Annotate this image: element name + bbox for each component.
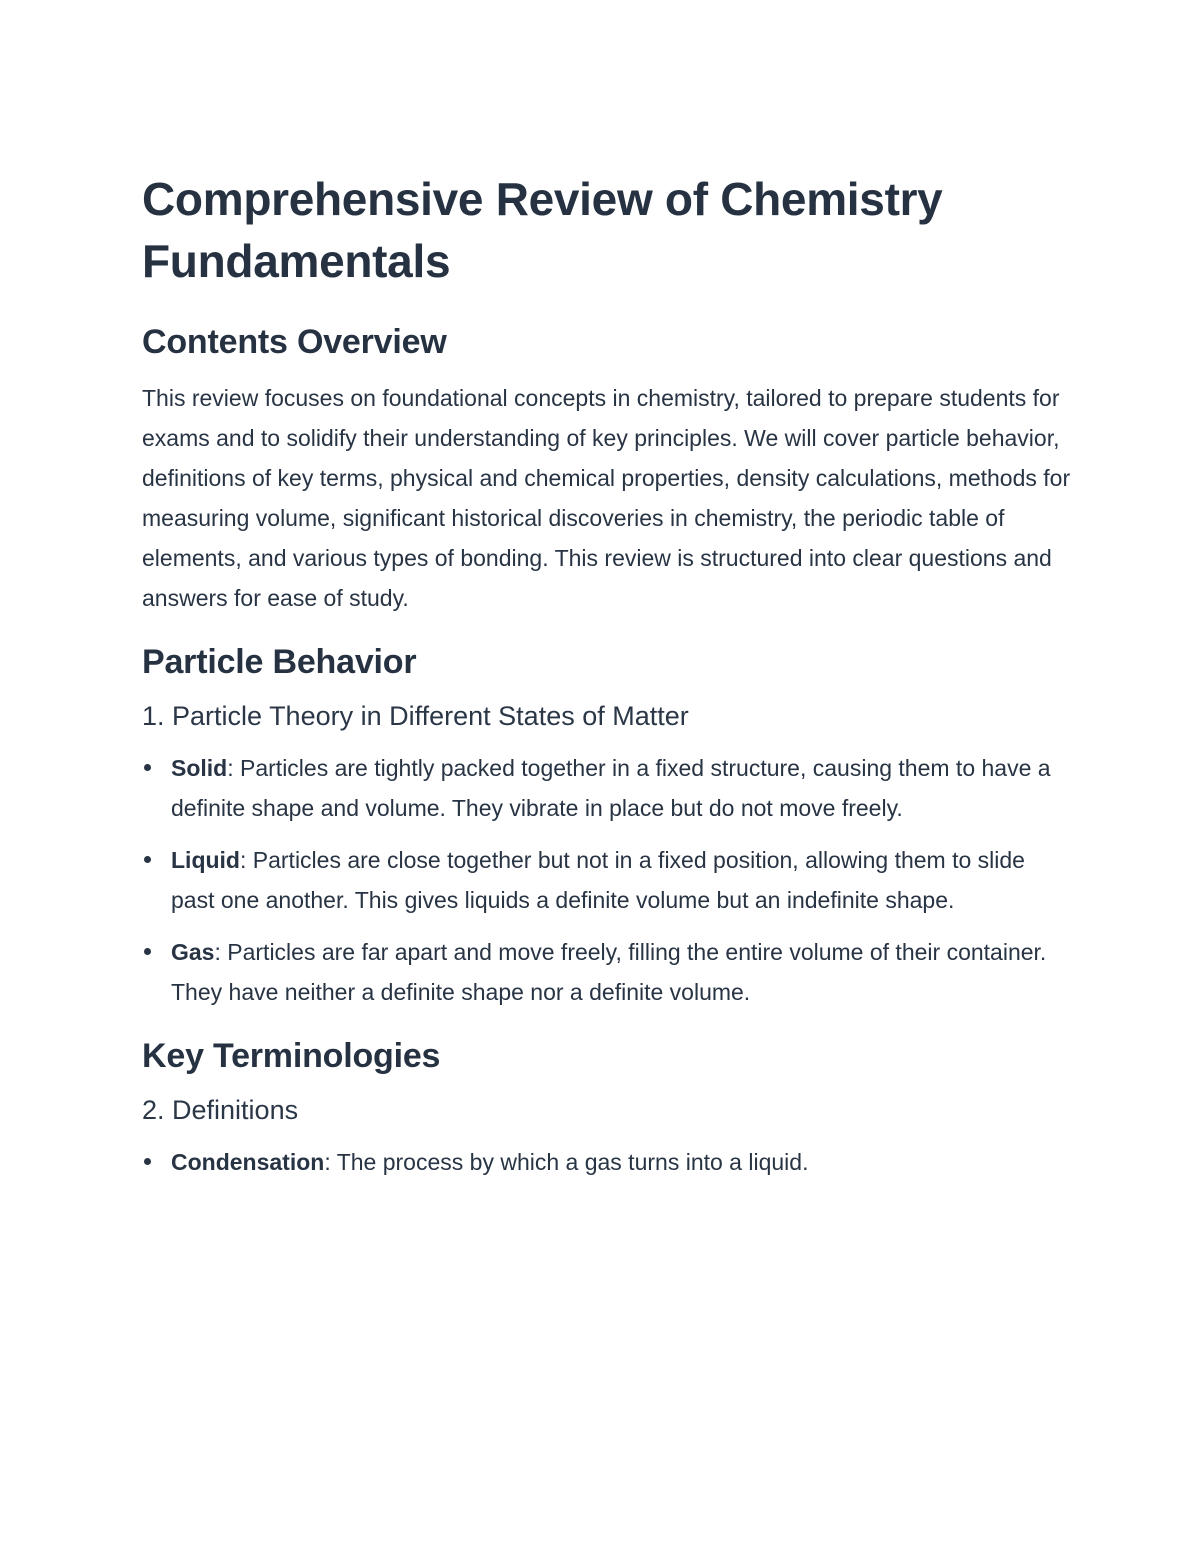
term-separator: :: [239, 847, 247, 873]
document-title: Comprehensive Review of Chemistry Fundamentals: [142, 173, 943, 287]
section-heading-particle-behavior: Particle Behavior: [142, 643, 417, 681]
overview-paragraph: This review focuses on foundational concepts in chemistry, tailored to prepare students for exams and to solidify their understanding of key principles. We will cover particle behavior, definitions of key terms, physical and chemical properties, density calculations, methods for measuring volume, significant historical discoveries in chemistry, the periodic table of elements, and various types of bonding. This review is structured into clear questions and answers for ease of study.: [142, 385, 1071, 611]
list-item-gas: [142, 932, 1072, 1012]
section-heading-contents-overview: Contents Overview: [142, 323, 447, 361]
bullet-icon: [144, 764, 151, 771]
term-separator: :: [227, 755, 234, 781]
list-item-liquid: [142, 840, 1072, 920]
list-item-solid: [142, 748, 1072, 828]
list-item-condensation: [142, 1142, 1072, 1182]
term-separator: :: [324, 1149, 331, 1175]
term-label: Liquid: [171, 847, 240, 873]
term-label: Gas: [171, 939, 215, 965]
term-description: Particles are close together but not in a fixed position, allowing them to slide past one another. This gives liquids a definite volume but an indefinite shape.: [171, 847, 1025, 913]
section-heading-key-terminologies: Key Terminologies: [142, 1037, 441, 1075]
term-description: The process by which a gas turns into a liquid.: [330, 1149, 809, 1175]
term-separator: :: [214, 939, 221, 965]
term-description: Particles are tightly packed together in a fixed structure, causing them to have a definite shape and volume. They vibrate in place but do not move freely.: [171, 755, 1051, 821]
states-of-matter-list: [142, 748, 1072, 1012]
bullet-icon: [144, 1158, 151, 1165]
term-label: Condensation: [171, 1149, 325, 1175]
term-description: Particles are far apart and move freely, filling the entire volume of their container. They have neither a definite shape nor a definite volume.: [171, 939, 1047, 1005]
bullet-icon: [144, 948, 151, 955]
bullet-icon: [144, 856, 151, 863]
document-page: [142, 168, 1072, 1196]
term-label: Solid: [171, 755, 228, 781]
subheading-particle-theory: 1. Particle Theory in Different States of Matter: [142, 701, 689, 731]
definitions-list: [142, 1142, 1072, 1182]
subheading-definitions: 2. Definitions: [142, 1095, 299, 1125]
